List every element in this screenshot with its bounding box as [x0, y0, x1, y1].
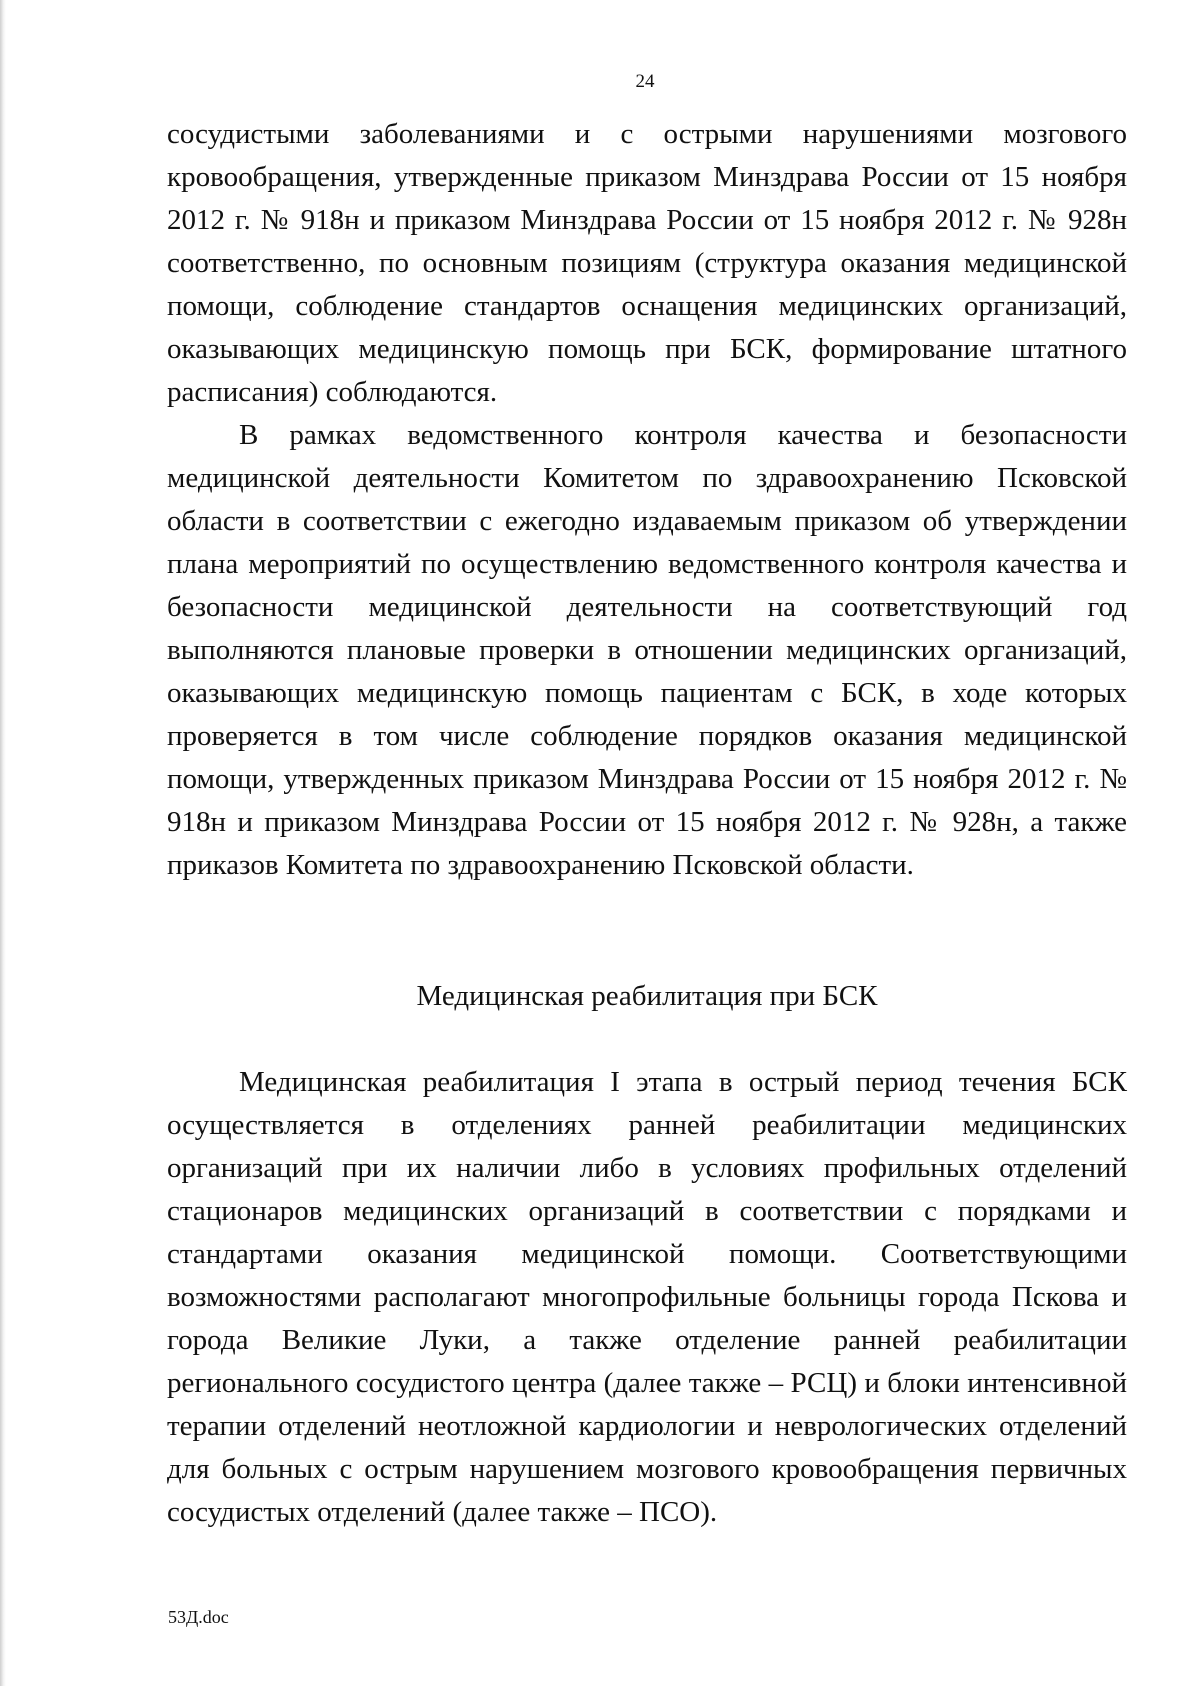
paragraph-rehabilitation: Медицинская реабилитация I этапа в острый период течения БСК осуществляется в отделениях ранней реабилитации медицинских организаций при их наличии либо в условиях профильных отделений стационаров медицинских организаций в соответствии с порядками и стандартами оказания медицинской помощи. Соответствующими возможностями располагают многопрофильные больницы города Пскова и города Великие Луки, а также отделение ранней реабилитации регионального сосудистого центра (далее также – РСЦ) и блоки интенсивной терапии отделений неотложной кардиологии и неврологических отделений для больных с острым нарушением мозгового кровообращения первичных сосудистых отделений (далее также – ПСО). [167, 1066, 1127, 1528]
paragraph-departmental-control: В рамках ведомственного контроля качества и безопасности медицинской деятельности Комитетом по здравоохранению Псковской области в соответствии с ежегодно издаваемым приказом об утверждении плана мероприятий по осуществлению ведомственного контроля качества и безопасности медицинской деятельности на соответствующий год выполняются плановые проверки в отношении медицинских организаций, оказывающих медицинскую помощь пациентам с БСК, в ходе которых проверяется в том числе соблюдение порядков оказания медицинской помощи, утвержденных приказом Минздрава России от 15 ноября 2012 г. № 918н и приказом Минздрава России от 15 ноября 2012 г. № 928н, а также приказов Комитета по здравоохранению Псковской области. [167, 419, 1127, 881]
text-block-bottom [167, 1061, 1127, 1534]
scan-edge-shadow [0, 0, 6, 1686]
page-number: 24 [635, 71, 655, 92]
section-heading: Медицинская реабилитация при БСК [416, 980, 878, 1012]
paragraph-continuation: сосудистыми заболеваниями и с острыми нарушениями мозгового кровообращения, утвержденные приказом Минздрава России от 15 ноября 2012 г. № 918н и приказом Минздрава России от 15 ноября 2012 г. № 928н соответственно, по основным позициям (структура оказания медицинской помощи, соблюдение стандартов оснащения медицинских организаций, оказывающих медицинскую помощь при БСК, формирование штатного расписания) соблюдаются. [167, 118, 1127, 408]
text-block-top [167, 113, 1127, 887]
footer-filename: 53Д.doc [168, 1607, 229, 1627]
